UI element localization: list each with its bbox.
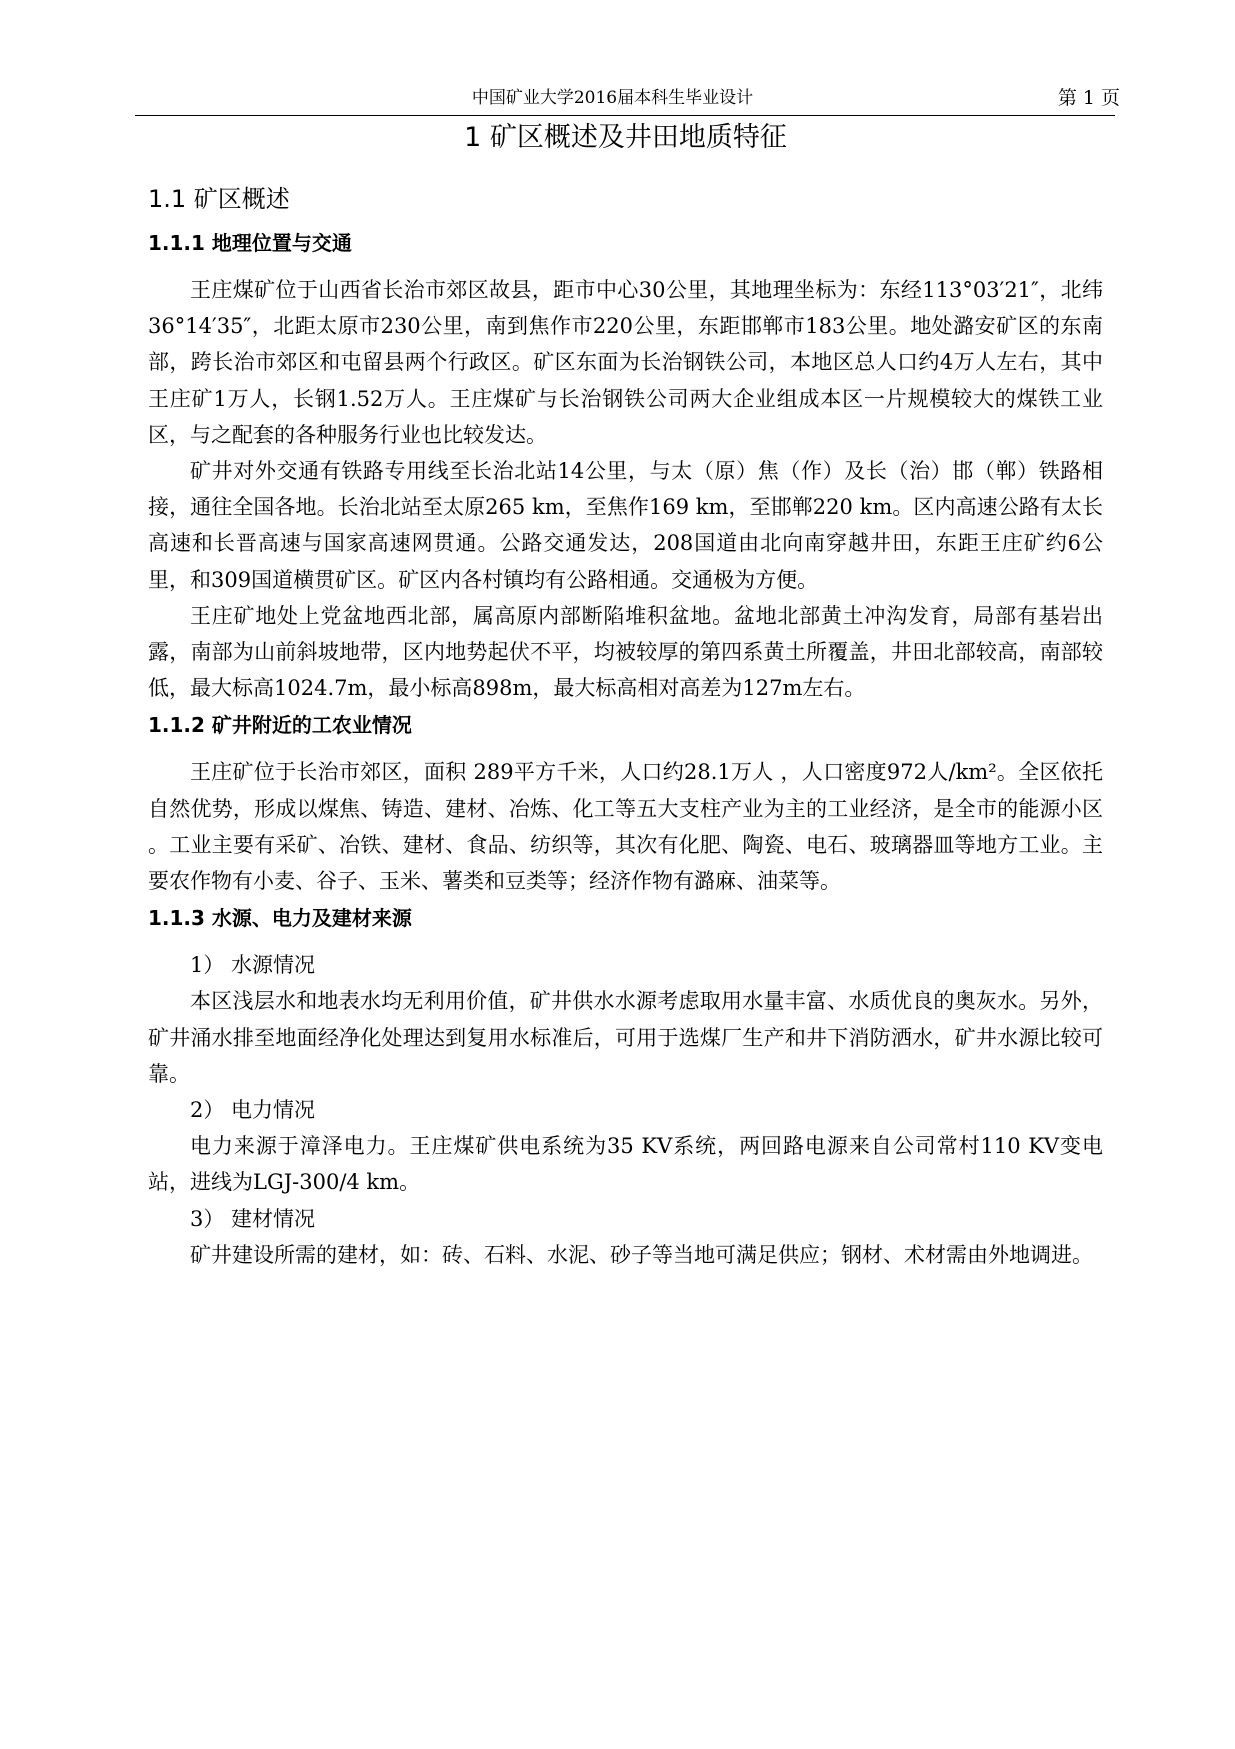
- paragraph-industry: 王庄矿位于长治市郊区，面积 289平方千米，人口约28.1万人 ，人口密度972人/km²。全区依托自然优势，形成以煤焦、铸造、建材、冶炼、化工等五大支柱产业为主的工业经济，是全市的能源小区 。工业主要有采矿、冶铁、建材、食品、纺织等，其次有化肥、陶瓷、电石、玻璃器皿等地方工业。主要农作物有小麦、谷子、玉米、薯类和豆类等；经济作物有潞麻、油菜等。: [148, 760, 1103, 894]
- section-title-1-1: 1.1 矿区概述: [148, 185, 290, 213]
- page-content: [148, 120, 1103, 1273]
- paragraph-location: 王庄煤矿位于山西省长治市郊区故县，距市中心30公里，其地理坐标为：东经113°03′21″，北纬36°14′35″，北距太原市230公里，南到焦作市220公里，东距邯郸市183公里。地处潞安矿区的东南部，跨长治市郊区和屯留县两个行政区。矿区东面为长治钢铁公司，本地区总人口约4万人左右，其中王庄矿1万人，长钢1.52万人。王庄煤矿与长治钢铁公司两大企业组成本区一片规模较大的煤铁工业区，与之配套的各种服务行业也比较发达。: [148, 278, 1103, 447]
- header-rule: [135, 115, 1115, 116]
- item-water-text: 本区浅层水和地表水均无利用价值，矿井供水水源考虑取用水量丰富、水质优良的奥灰水。另外，矿井涌水排至地面经净化处理达到复用水标准后，可用于选煤厂生产和井下消防洒水，矿井水源比较可靠。: [148, 989, 1103, 1086]
- page-number: 第 1 页: [1057, 87, 1120, 109]
- item-water-label: 1） 水源情况: [190, 953, 316, 978]
- item-power-text: 电力来源于漳泽电力。王庄煤矿供电系统为35 KV系统，两回路电源来自公司常村110 KV变电站，进线为LGJ-300/4 km。: [148, 1134, 1103, 1195]
- item-material-label: 3） 建材情况: [190, 1206, 316, 1231]
- paragraph-transport: 矿井对外交通有铁路专用线至长治北站14公里，与太（原）焦（作）及长（治）邯（郸）铁路相接，通往全国各地。长治北站至太原265 km，至焦作169 km，至邯郸220 km。区内高速公路有太长高速和长晋高速与国家高速网贯通。公路交通发达，208国道由北向南穿越井田，东距王庄矿约6公里，和309国道横贯矿区。矿区内各村镇均有公路相通。交通极为方便。: [148, 459, 1103, 592]
- paragraph-terrain: 王庄矿地处上党盆地西北部，属高原内部断陷堆积盆地。盆地北部黄土冲沟发育，局部有基岩出露，南部为山前斜坡地带，区内地势起伏不平，均被较厚的第四系黄土所覆盖，井田北部较高，南部较低，最大标高1024.7m，最小标高898m，最大标高相对高差为127m左右。: [148, 603, 1103, 701]
- running-header: 中国矿业大学2016届本科生毕业设计: [471, 88, 754, 108]
- subsection-title-1-1-1: 1.1.1 地理位置与交通: [148, 231, 352, 255]
- item-power-label: 2） 电力情况: [190, 1098, 316, 1123]
- subsection-title-1-1-2: 1.1.2 矿井附近的工农业情况: [148, 713, 412, 738]
- subsection-title-1-1-3: 1.1.3 水源、电力及建材来源: [148, 906, 412, 931]
- item-material-text: 矿井建设所需的建材，如：砖、石料、水泥、砂子等当地可满足供应；钢材、术材需由外地调进。: [190, 1242, 1093, 1267]
- chapter-title: 1 矿区概述及井田地质特征: [464, 122, 787, 153]
